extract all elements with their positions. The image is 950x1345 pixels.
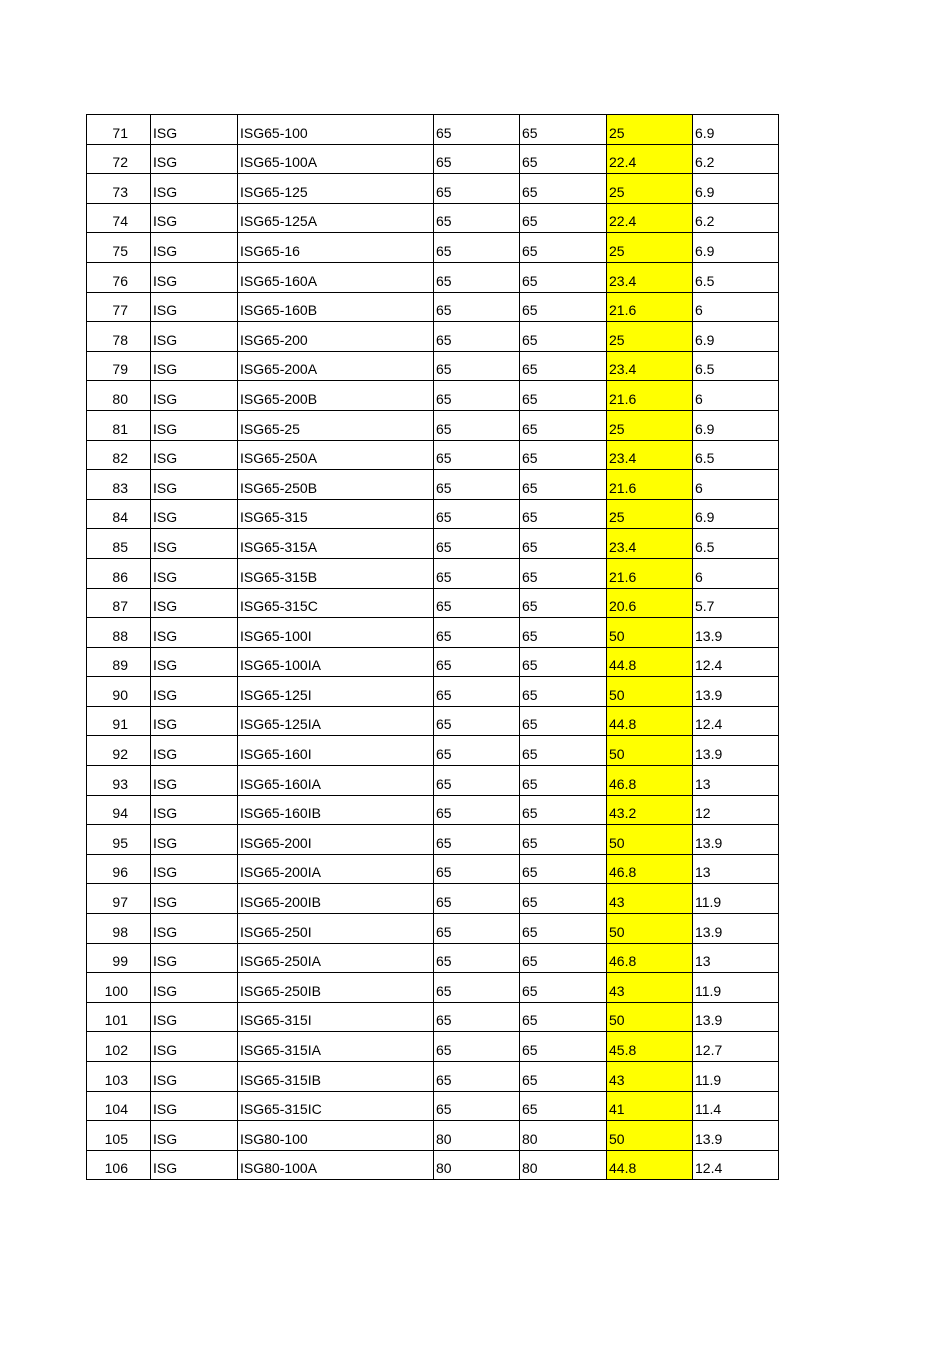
outlet-cell: 65 — [520, 440, 607, 470]
value-cell: 11.4 — [693, 1091, 779, 1121]
outlet-cell: 65 — [520, 322, 607, 352]
value-cell: 13.9 — [693, 1002, 779, 1032]
model-cell: ISG65-315IA — [238, 1032, 434, 1062]
outlet-cell: 65 — [520, 529, 607, 559]
model-cell: ISG65-315A — [238, 529, 434, 559]
data-table — [86, 114, 779, 1180]
series-cell: ISG — [151, 647, 238, 677]
table-body — [87, 115, 779, 1180]
table-row — [87, 677, 779, 707]
outlet-cell: 65 — [520, 943, 607, 973]
row-number-cell: 98 — [87, 914, 151, 944]
flow-cell: 43 — [607, 973, 693, 1003]
model-cell: ISG65-125I — [238, 677, 434, 707]
outlet-cell: 65 — [520, 203, 607, 233]
outlet-cell: 65 — [520, 381, 607, 411]
outlet-cell: 65 — [520, 1062, 607, 1092]
inlet-cell: 65 — [434, 292, 520, 322]
value-cell: 6.5 — [693, 440, 779, 470]
outlet-cell: 65 — [520, 470, 607, 500]
series-cell: ISG — [151, 1121, 238, 1151]
series-cell: ISG — [151, 736, 238, 766]
series-cell: ISG — [151, 884, 238, 914]
outlet-cell: 65 — [520, 233, 607, 263]
flow-cell: 50 — [607, 677, 693, 707]
value-cell: 6 — [693, 558, 779, 588]
table-row — [87, 322, 779, 352]
inlet-cell: 65 — [434, 736, 520, 766]
series-cell: ISG — [151, 529, 238, 559]
row-number-cell: 106 — [87, 1150, 151, 1180]
inlet-cell: 65 — [434, 440, 520, 470]
model-cell: ISG65-160B — [238, 292, 434, 322]
model-cell: ISG65-125 — [238, 174, 434, 204]
outlet-cell: 65 — [520, 262, 607, 292]
model-cell: ISG65-160I — [238, 736, 434, 766]
outlet-cell: 65 — [520, 736, 607, 766]
inlet-cell: 65 — [434, 914, 520, 944]
series-cell: ISG — [151, 766, 238, 796]
value-cell: 6.5 — [693, 351, 779, 381]
row-number-cell: 104 — [87, 1091, 151, 1121]
series-cell: ISG — [151, 618, 238, 648]
flow-cell: 22.4 — [607, 203, 693, 233]
value-cell: 5.7 — [693, 588, 779, 618]
inlet-cell: 65 — [434, 410, 520, 440]
model-cell: ISG65-200 — [238, 322, 434, 352]
row-number-cell: 89 — [87, 647, 151, 677]
table-row — [87, 736, 779, 766]
model-cell: ISG65-250IB — [238, 973, 434, 1003]
inlet-cell: 65 — [434, 558, 520, 588]
row-number-cell: 95 — [87, 825, 151, 855]
row-number-cell: 84 — [87, 499, 151, 529]
row-number-cell: 85 — [87, 529, 151, 559]
model-cell: ISG65-25 — [238, 410, 434, 440]
series-cell: ISG — [151, 854, 238, 884]
value-cell: 13.9 — [693, 825, 779, 855]
row-number-cell: 71 — [87, 115, 151, 145]
model-cell: ISG65-315IC — [238, 1091, 434, 1121]
value-cell: 11.9 — [693, 973, 779, 1003]
model-cell: ISG65-160A — [238, 262, 434, 292]
model-cell: ISG65-315I — [238, 1002, 434, 1032]
flow-cell: 21.6 — [607, 558, 693, 588]
row-number-cell: 100 — [87, 973, 151, 1003]
inlet-cell: 65 — [434, 144, 520, 174]
table-row — [87, 795, 779, 825]
series-cell: ISG — [151, 322, 238, 352]
value-cell: 12.4 — [693, 647, 779, 677]
inlet-cell: 80 — [434, 1121, 520, 1151]
table-row — [87, 825, 779, 855]
table-row — [87, 766, 779, 796]
row-number-cell: 105 — [87, 1121, 151, 1151]
table-row — [87, 144, 779, 174]
flow-cell: 25 — [607, 174, 693, 204]
inlet-cell: 80 — [434, 1150, 520, 1180]
model-cell: ISG65-200IB — [238, 884, 434, 914]
table-row — [87, 174, 779, 204]
series-cell: ISG — [151, 1091, 238, 1121]
model-cell: ISG80-100A — [238, 1150, 434, 1180]
series-cell: ISG — [151, 1062, 238, 1092]
outlet-cell: 65 — [520, 618, 607, 648]
flow-cell: 20.6 — [607, 588, 693, 618]
row-number-cell: 77 — [87, 292, 151, 322]
value-cell: 13 — [693, 766, 779, 796]
row-number-cell: 101 — [87, 1002, 151, 1032]
outlet-cell: 65 — [520, 706, 607, 736]
flow-cell: 50 — [607, 618, 693, 648]
row-number-cell: 81 — [87, 410, 151, 440]
flow-cell: 23.4 — [607, 529, 693, 559]
row-number-cell: 90 — [87, 677, 151, 707]
flow-cell: 50 — [607, 1002, 693, 1032]
value-cell: 13.9 — [693, 736, 779, 766]
series-cell: ISG — [151, 795, 238, 825]
flow-cell: 43 — [607, 884, 693, 914]
model-cell: ISG65-100I — [238, 618, 434, 648]
series-cell: ISG — [151, 588, 238, 618]
value-cell: 13 — [693, 854, 779, 884]
outlet-cell: 65 — [520, 1002, 607, 1032]
value-cell: 6 — [693, 292, 779, 322]
inlet-cell: 65 — [434, 499, 520, 529]
model-cell: ISG65-125A — [238, 203, 434, 233]
value-cell: 13 — [693, 943, 779, 973]
inlet-cell: 65 — [434, 943, 520, 973]
model-cell: ISG65-100 — [238, 115, 434, 145]
series-cell: ISG — [151, 914, 238, 944]
flow-cell: 46.8 — [607, 943, 693, 973]
series-cell: ISG — [151, 1032, 238, 1062]
flow-cell: 50 — [607, 825, 693, 855]
table-row — [87, 943, 779, 973]
flow-cell: 46.8 — [607, 766, 693, 796]
outlet-cell: 65 — [520, 351, 607, 381]
series-cell: ISG — [151, 558, 238, 588]
model-cell: ISG80-100 — [238, 1121, 434, 1151]
model-cell: ISG65-100A — [238, 144, 434, 174]
outlet-cell: 65 — [520, 825, 607, 855]
flow-cell: 41 — [607, 1091, 693, 1121]
outlet-cell: 65 — [520, 1091, 607, 1121]
flow-cell: 21.6 — [607, 470, 693, 500]
flow-cell: 22.4 — [607, 144, 693, 174]
value-cell: 13.9 — [693, 914, 779, 944]
table-row — [87, 1150, 779, 1180]
value-cell: 12.4 — [693, 1150, 779, 1180]
inlet-cell: 65 — [434, 1032, 520, 1062]
flow-cell: 44.8 — [607, 1150, 693, 1180]
table-row — [87, 914, 779, 944]
row-number-cell: 94 — [87, 795, 151, 825]
table-row — [87, 529, 779, 559]
row-number-cell: 93 — [87, 766, 151, 796]
value-cell: 13.9 — [693, 1121, 779, 1151]
outlet-cell: 65 — [520, 174, 607, 204]
series-cell: ISG — [151, 1150, 238, 1180]
table-row — [87, 233, 779, 263]
inlet-cell: 65 — [434, 174, 520, 204]
row-number-cell: 74 — [87, 203, 151, 233]
value-cell: 6.9 — [693, 115, 779, 145]
series-cell: ISG — [151, 677, 238, 707]
model-cell: ISG65-315C — [238, 588, 434, 618]
model-cell: ISG65-160IA — [238, 766, 434, 796]
series-cell: ISG — [151, 351, 238, 381]
table-row — [87, 1121, 779, 1151]
value-cell: 6.9 — [693, 410, 779, 440]
inlet-cell: 65 — [434, 470, 520, 500]
inlet-cell: 65 — [434, 203, 520, 233]
row-number-cell: 88 — [87, 618, 151, 648]
series-cell: ISG — [151, 174, 238, 204]
row-number-cell: 76 — [87, 262, 151, 292]
row-number-cell: 73 — [87, 174, 151, 204]
row-number-cell: 99 — [87, 943, 151, 973]
inlet-cell: 65 — [434, 351, 520, 381]
value-cell: 6 — [693, 381, 779, 411]
table-row — [87, 351, 779, 381]
row-number-cell: 87 — [87, 588, 151, 618]
inlet-cell: 65 — [434, 647, 520, 677]
inlet-cell: 65 — [434, 618, 520, 648]
flow-cell: 44.8 — [607, 647, 693, 677]
outlet-cell: 65 — [520, 499, 607, 529]
table-row — [87, 588, 779, 618]
value-cell: 13.9 — [693, 677, 779, 707]
inlet-cell: 65 — [434, 1002, 520, 1032]
flow-cell: 25 — [607, 322, 693, 352]
row-number-cell: 97 — [87, 884, 151, 914]
series-cell: ISG — [151, 203, 238, 233]
model-cell: ISG65-200A — [238, 351, 434, 381]
value-cell: 6.5 — [693, 529, 779, 559]
inlet-cell: 65 — [434, 233, 520, 263]
table-row — [87, 618, 779, 648]
model-cell: ISG65-200B — [238, 381, 434, 411]
table-row — [87, 1032, 779, 1062]
inlet-cell: 65 — [434, 262, 520, 292]
inlet-cell: 65 — [434, 1091, 520, 1121]
table-row — [87, 115, 779, 145]
table-row — [87, 262, 779, 292]
table-row — [87, 973, 779, 1003]
value-cell: 6.2 — [693, 203, 779, 233]
outlet-cell: 65 — [520, 677, 607, 707]
series-cell: ISG — [151, 381, 238, 411]
flow-cell: 21.6 — [607, 292, 693, 322]
series-cell: ISG — [151, 499, 238, 529]
series-cell: ISG — [151, 943, 238, 973]
model-cell: ISG65-250I — [238, 914, 434, 944]
flow-cell: 23.4 — [607, 262, 693, 292]
value-cell: 6.2 — [693, 144, 779, 174]
model-cell: ISG65-250IA — [238, 943, 434, 973]
inlet-cell: 65 — [434, 322, 520, 352]
row-number-cell: 83 — [87, 470, 151, 500]
table-row — [87, 1091, 779, 1121]
series-cell: ISG — [151, 262, 238, 292]
inlet-cell: 65 — [434, 973, 520, 1003]
inlet-cell: 65 — [434, 884, 520, 914]
inlet-cell: 65 — [434, 854, 520, 884]
value-cell: 11.9 — [693, 884, 779, 914]
flow-cell: 21.6 — [607, 381, 693, 411]
flow-cell: 25 — [607, 499, 693, 529]
value-cell: 6.5 — [693, 262, 779, 292]
inlet-cell: 65 — [434, 588, 520, 618]
model-cell: ISG65-16 — [238, 233, 434, 263]
outlet-cell: 80 — [520, 1150, 607, 1180]
value-cell: 11.9 — [693, 1062, 779, 1092]
table-row — [87, 203, 779, 233]
inlet-cell: 65 — [434, 529, 520, 559]
value-cell: 6.9 — [693, 233, 779, 263]
table-row — [87, 706, 779, 736]
table-row — [87, 292, 779, 322]
series-cell: ISG — [151, 706, 238, 736]
outlet-cell: 80 — [520, 1121, 607, 1151]
table-row — [87, 1062, 779, 1092]
value-cell: 6.9 — [693, 322, 779, 352]
value-cell: 13.9 — [693, 618, 779, 648]
value-cell: 12 — [693, 795, 779, 825]
outlet-cell: 65 — [520, 854, 607, 884]
row-number-cell: 75 — [87, 233, 151, 263]
row-number-cell: 78 — [87, 322, 151, 352]
outlet-cell: 65 — [520, 558, 607, 588]
row-number-cell: 80 — [87, 381, 151, 411]
series-cell: ISG — [151, 973, 238, 1003]
table-row — [87, 1002, 779, 1032]
outlet-cell: 65 — [520, 884, 607, 914]
model-cell: ISG65-200IA — [238, 854, 434, 884]
series-cell: ISG — [151, 440, 238, 470]
inlet-cell: 65 — [434, 706, 520, 736]
flow-cell: 25 — [607, 115, 693, 145]
flow-cell: 23.4 — [607, 440, 693, 470]
table-row — [87, 558, 779, 588]
inlet-cell: 65 — [434, 677, 520, 707]
series-cell: ISG — [151, 1002, 238, 1032]
value-cell: 12.4 — [693, 706, 779, 736]
model-cell: ISG65-100IA — [238, 647, 434, 677]
outlet-cell: 65 — [520, 410, 607, 440]
flow-cell: 25 — [607, 410, 693, 440]
row-number-cell: 96 — [87, 854, 151, 884]
model-cell: ISG65-200I — [238, 825, 434, 855]
flow-cell: 50 — [607, 1121, 693, 1151]
value-cell: 6.9 — [693, 174, 779, 204]
inlet-cell: 65 — [434, 115, 520, 145]
model-cell: ISG65-315IB — [238, 1062, 434, 1092]
inlet-cell: 65 — [434, 766, 520, 796]
value-cell: 6 — [693, 470, 779, 500]
inlet-cell: 65 — [434, 795, 520, 825]
outlet-cell: 65 — [520, 588, 607, 618]
flow-cell: 43 — [607, 1062, 693, 1092]
flow-cell: 50 — [607, 914, 693, 944]
flow-cell: 23.4 — [607, 351, 693, 381]
model-cell: ISG65-315B — [238, 558, 434, 588]
inlet-cell: 65 — [434, 1062, 520, 1092]
row-number-cell: 82 — [87, 440, 151, 470]
flow-cell: 43.2 — [607, 795, 693, 825]
row-number-cell: 79 — [87, 351, 151, 381]
table-row — [87, 499, 779, 529]
outlet-cell: 65 — [520, 914, 607, 944]
model-cell: ISG65-160IB — [238, 795, 434, 825]
outlet-cell: 65 — [520, 144, 607, 174]
outlet-cell: 65 — [520, 766, 607, 796]
row-number-cell: 91 — [87, 706, 151, 736]
table-row — [87, 854, 779, 884]
table-row — [87, 440, 779, 470]
series-cell: ISG — [151, 233, 238, 263]
model-cell: ISG65-250B — [238, 470, 434, 500]
model-cell: ISG65-315 — [238, 499, 434, 529]
inlet-cell: 65 — [434, 381, 520, 411]
table-row — [87, 884, 779, 914]
value-cell: 6.9 — [693, 499, 779, 529]
flow-cell: 44.8 — [607, 706, 693, 736]
series-cell: ISG — [151, 115, 238, 145]
inlet-cell: 65 — [434, 825, 520, 855]
table-row — [87, 381, 779, 411]
outlet-cell: 65 — [520, 1032, 607, 1062]
table-row — [87, 410, 779, 440]
flow-cell: 45.8 — [607, 1032, 693, 1062]
series-cell: ISG — [151, 470, 238, 500]
flow-cell: 25 — [607, 233, 693, 263]
row-number-cell: 102 — [87, 1032, 151, 1062]
value-cell: 12.7 — [693, 1032, 779, 1062]
outlet-cell: 65 — [520, 115, 607, 145]
outlet-cell: 65 — [520, 647, 607, 677]
row-number-cell: 92 — [87, 736, 151, 766]
outlet-cell: 65 — [520, 973, 607, 1003]
flow-cell: 50 — [607, 736, 693, 766]
outlet-cell: 65 — [520, 292, 607, 322]
table-row — [87, 470, 779, 500]
series-cell: ISG — [151, 410, 238, 440]
row-number-cell: 103 — [87, 1062, 151, 1092]
outlet-cell: 65 — [520, 795, 607, 825]
table-row — [87, 647, 779, 677]
model-cell: ISG65-250A — [238, 440, 434, 470]
series-cell: ISG — [151, 144, 238, 174]
row-number-cell: 86 — [87, 558, 151, 588]
flow-cell: 46.8 — [607, 854, 693, 884]
series-cell: ISG — [151, 292, 238, 322]
series-cell: ISG — [151, 825, 238, 855]
row-number-cell: 72 — [87, 144, 151, 174]
model-cell: ISG65-125IA — [238, 706, 434, 736]
